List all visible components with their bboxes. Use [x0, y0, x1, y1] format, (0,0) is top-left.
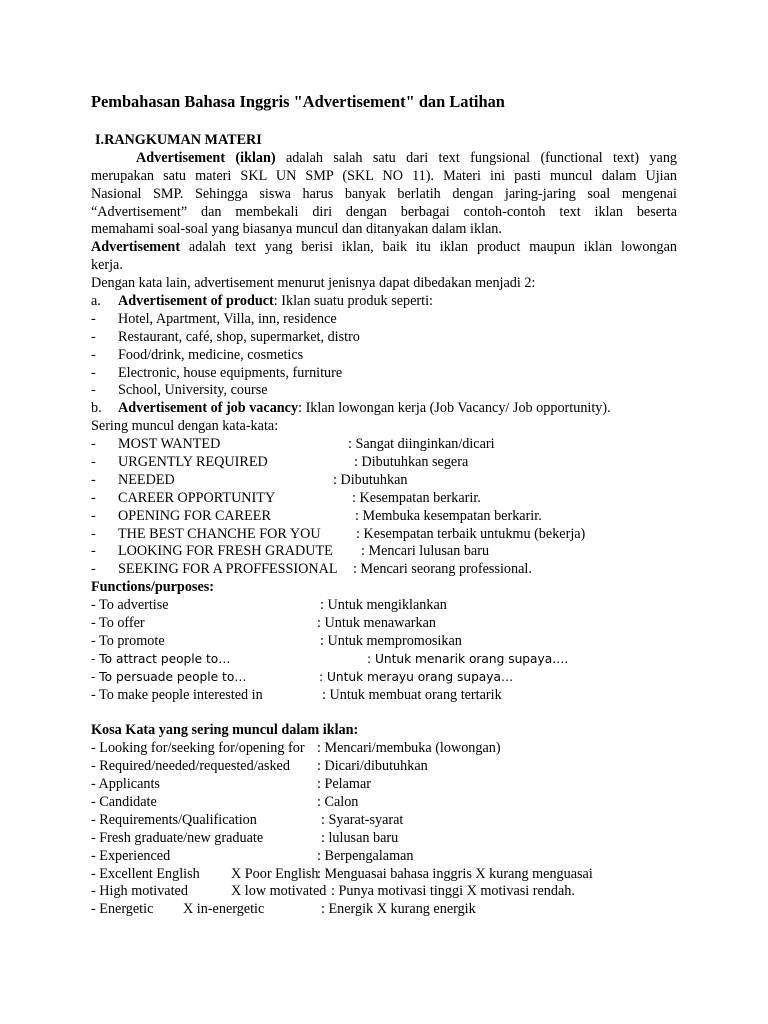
spacer: [91, 705, 677, 723]
product-item: Hotel, Apartment, Villa, inn, residence: [118, 310, 337, 327]
contrast-mid: X in-energetic: [183, 901, 265, 918]
phrase-row: [91, 436, 677, 454]
dash: -: [91, 436, 96, 453]
dash: -: [91, 328, 96, 345]
vocab-term: - Applicants: [91, 776, 160, 793]
phrase-meaning: : Mencari lulusan baru: [361, 543, 490, 560]
phrase-meaning: : Dibutuhkan: [333, 471, 408, 488]
vocab-row: [91, 848, 677, 866]
vocab-row: [91, 758, 677, 776]
phrase-meaning: : Kesempatan terbaik untukmu (bekerja): [356, 525, 586, 542]
list-item: [91, 365, 677, 383]
type-b-marker: b.: [91, 400, 102, 417]
dash: -: [91, 489, 96, 506]
phrase-row: [91, 543, 677, 561]
phrase-term: SEEKING FOR A PROFFESSIONAL: [118, 561, 338, 578]
dash: -: [91, 382, 96, 399]
function-term: - To make people interested in: [91, 686, 263, 703]
intro-bold: Advertisement (iklan): [136, 149, 276, 166]
vocab-row: [91, 740, 677, 758]
definition-line-2: kerja.: [91, 257, 123, 274]
contrast-mid: X low motivated: [231, 883, 327, 900]
vocab-term: - Requirements/Qualification: [91, 811, 257, 828]
vocab-row: [91, 830, 677, 848]
types-intro: Dengan kata lain, advertisement menurut jenisnya dapat dibedakan menjadi 2:: [91, 275, 536, 292]
function-row: [91, 687, 677, 705]
dash: -: [91, 346, 96, 363]
contrast-term: - Excellent English: [91, 865, 200, 882]
contrast-term: - High motivated: [91, 883, 188, 900]
vocab-meaning: : Dicari/dibutuhkan: [317, 758, 428, 775]
intro-line-3: Nasional SMP. Sehingga siswa harus banyak berlatih dengan jaring-jaring soal mengenai: [91, 185, 677, 202]
vocab-meaning: : Mencari/membuka (lowongan): [317, 740, 501, 757]
vocab-term: - Experienced: [91, 847, 171, 864]
contrast-meaning: : Energik X kurang energik: [321, 901, 476, 918]
contrast-row: [91, 866, 677, 884]
function-row: [91, 669, 677, 687]
function-meaning: : Untuk merayu orang supaya…: [319, 669, 514, 684]
vocab-meaning: : Syarat-syarat: [321, 811, 404, 828]
vocab-heading: Kosa Kata yang sering muncul dalam iklan:: [91, 722, 359, 739]
intro-line-1: [91, 150, 677, 168]
phrase-meaning: : Membuka kesempatan berkarir.: [355, 507, 542, 524]
function-row: [91, 615, 677, 633]
dash: -: [91, 364, 96, 381]
contrast-row: [91, 883, 677, 901]
type-b-line: [91, 400, 677, 418]
dash: -: [91, 471, 96, 488]
function-meaning: : Untuk menawarkan: [317, 615, 436, 632]
function-row: [91, 597, 677, 615]
phrase-term: THE BEST CHANCHE FOR YOU: [118, 525, 321, 542]
phrase-row: [91, 472, 677, 490]
phrases-intro: Sering muncul dengan kata-kata:: [91, 418, 279, 435]
page-title: Pembahasan Bahasa Inggris "Advertisement" dan Latihan: [91, 92, 505, 111]
function-term: - To attract people to…: [91, 651, 231, 666]
phrase-row: [91, 508, 677, 526]
intro-line-2: merupakan satu materi SKL UN SMP (SKL NO 11). Materi ini pasti muncul dalam Ujian: [91, 167, 677, 184]
dash: -: [91, 310, 96, 327]
definition-bold: Advertisement: [91, 239, 181, 256]
dash: -: [91, 454, 96, 471]
type-a-line: [91, 293, 677, 311]
phrase-meaning: : Mencari seorang professional.: [353, 561, 532, 578]
vocab-term: - Fresh graduate/new graduate: [91, 829, 264, 846]
product-item: Electronic, house equipments, furniture: [118, 364, 343, 381]
phrase-term: MOST WANTED: [118, 436, 221, 453]
intro-line-5: memahami soal-soal yang biasanya muncul dan ditanyakan dalam iklan.: [91, 221, 502, 238]
function-term: - To persuade people to…: [91, 669, 247, 684]
phrase-meaning: : Sangat diinginkan/dicari: [348, 436, 495, 453]
function-term: - To advertise: [91, 597, 169, 614]
phrase-row: [91, 526, 677, 544]
phrase-row: [91, 490, 677, 508]
section-heading: I.RANGKUMAN MATERI: [95, 132, 262, 148]
definition-line-1: [91, 239, 677, 257]
phrase-row: [91, 561, 677, 579]
list-item: [91, 329, 677, 347]
dash: -: [91, 543, 96, 560]
intro-line-1-text: adalah salah satu dari text fungsional (functional text) yang: [275, 149, 678, 166]
function-meaning: : Untuk menarik orang supaya….: [367, 651, 569, 666]
phrase-term: CAREER OPPORTUNITY: [118, 489, 276, 506]
function-row: [91, 651, 677, 669]
type-a-rest: : Iklan suatu produk seperti:: [273, 293, 433, 310]
dash: -: [91, 507, 96, 524]
contrast-term: - Energetic: [91, 901, 154, 918]
dash: -: [91, 525, 96, 542]
vocab-term: - Required/needed/requested/asked: [91, 758, 290, 775]
vocab-meaning: : Berpengalaman: [317, 847, 414, 864]
vocab-row: [91, 794, 677, 812]
vocab-term: - Looking for/seeking for/opening for: [91, 740, 305, 757]
phrase-row: [91, 454, 677, 472]
function-row: [91, 633, 677, 651]
type-a-bold: Advertisement of product: [118, 293, 274, 310]
vocab-term: - Candidate: [91, 793, 157, 810]
product-item: Restaurant, café, shop, supermarket, distro: [118, 328, 360, 345]
type-a-marker: a.: [91, 293, 101, 310]
functions-heading: Functions/purposes:: [91, 579, 214, 596]
phrase-term: OPENING FOR CAREER: [118, 507, 271, 524]
intro-line-4: “Advertisement” dan membekali diri dengan berbagai contoh-contoh text iklan beserta: [91, 203, 677, 220]
phrase-term: URGENTLY REQUIRED: [118, 454, 268, 471]
type-b-rest: : Iklan lowongan kerja (Job Vacancy/ Job opportunity).: [298, 400, 611, 417]
product-item: School, University, course: [118, 382, 268, 399]
list-item: [91, 382, 677, 400]
dash: -: [91, 561, 96, 578]
phrase-meaning: : Kesempatan berkarir.: [352, 489, 481, 506]
list-item: [91, 347, 677, 365]
function-meaning: : Untuk membuat orang tertarik: [322, 686, 502, 703]
list-item: [91, 311, 677, 329]
type-b-bold: Advertisement of job vacancy: [118, 400, 299, 417]
contrast-row: [91, 901, 677, 919]
contrast-mid: X Poor English: [231, 865, 319, 882]
vocab-meaning: : Calon: [317, 793, 359, 810]
vocab-row: [91, 776, 677, 794]
contrast-meaning: : Menguasai bahasa inggris X kurang menguasai: [317, 865, 593, 882]
function-meaning: : Untuk mempromosikan: [320, 632, 462, 649]
contrast-meaning: : Punya motivasi tinggi X motivasi rendah.: [331, 883, 575, 900]
definition-line-1-text: adalah text yang berisi iklan, baik itu iklan product maupun iklan lowongan: [180, 239, 677, 256]
vocab-row: [91, 812, 677, 830]
vocab-meaning: : Pelamar: [317, 776, 371, 793]
summary-section: [91, 132, 677, 919]
function-term: - To promote: [91, 632, 165, 649]
phrase-meaning: : Dibutuhkan segera: [354, 454, 469, 471]
function-term: - To offer: [91, 615, 145, 632]
vocab-meaning: : lulusan baru: [321, 829, 399, 846]
phrase-term: LOOKING FOR FRESH GRADUTE: [118, 543, 333, 560]
product-item: Food/drink, medicine, cosmetics: [118, 346, 304, 363]
phrase-term: NEEDED: [118, 471, 175, 488]
function-meaning: : Untuk mengiklankan: [320, 597, 447, 614]
